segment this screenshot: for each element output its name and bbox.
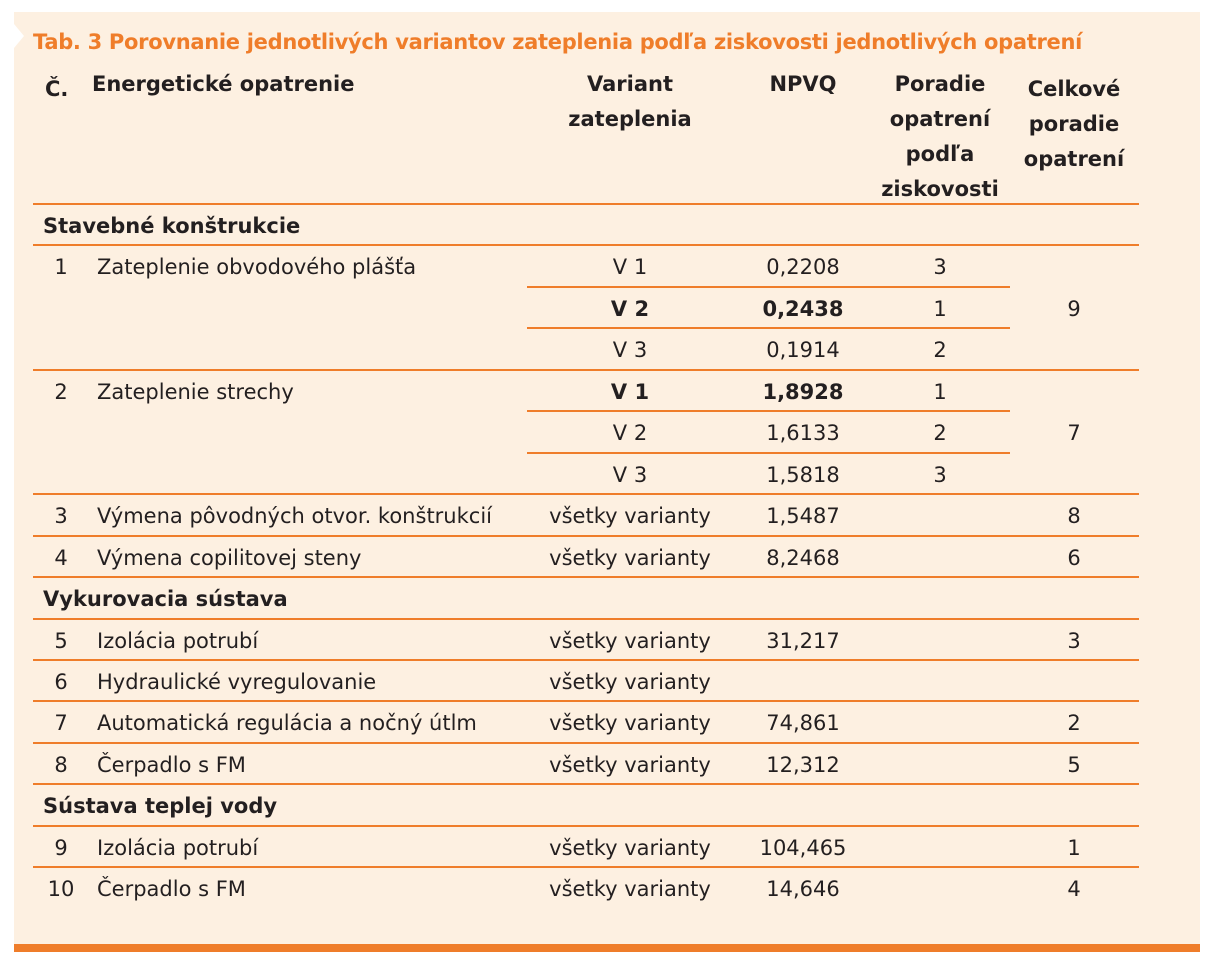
npvq-cell: 14,646 xyxy=(766,877,840,901)
variant-cell: všetky varianty xyxy=(549,836,711,860)
row-number: 1 xyxy=(54,255,68,279)
variant-cell: V 2 xyxy=(610,297,650,321)
row-number: 10 xyxy=(47,877,75,901)
table-row xyxy=(0,413,1211,453)
variant-cell: všetky varianty xyxy=(549,670,711,694)
table-title: Tab. 3 Porovnanie jednotlivých variantov zateplenia podľa ziskovosti jednotlivých opatrení xyxy=(33,30,1083,54)
variant-cell: všetky varianty xyxy=(549,629,711,653)
table-row xyxy=(0,455,1211,495)
header-rank-line: podľa xyxy=(905,142,975,166)
title-notch xyxy=(14,24,24,48)
table-row xyxy=(0,662,1211,702)
table-row xyxy=(0,289,1211,329)
variant-cell: všetky varianty xyxy=(549,546,711,570)
bottom-accent-bar xyxy=(14,944,1200,952)
header-variant xyxy=(540,67,720,137)
measure-name: Výmena pôvodných otvor. konštrukcií xyxy=(97,504,492,528)
npvq-cell: 12,312 xyxy=(766,753,840,777)
variant-cell: všetky varianty xyxy=(549,753,711,777)
overall-rank-cell: 3 xyxy=(1067,629,1081,653)
table-row xyxy=(0,330,1211,370)
measure-name: Zateplenie strechy xyxy=(97,380,294,404)
row-number: 5 xyxy=(54,629,68,653)
header-variant-line: Variant xyxy=(587,72,673,96)
table-row xyxy=(0,621,1211,661)
rank-cell: 3 xyxy=(933,463,947,487)
table-row xyxy=(0,703,1211,743)
overall-rank-cell: 8 xyxy=(1067,504,1081,528)
measure-name: Čerpadlo s FM xyxy=(97,877,246,901)
rank-cell: 1 xyxy=(933,297,947,321)
measure-name: Výmena copilitovej steny xyxy=(97,546,362,570)
table-row xyxy=(0,247,1211,287)
overall-rank-cell: 2 xyxy=(1067,711,1081,735)
header-overall xyxy=(1010,72,1138,177)
table-row xyxy=(0,496,1211,536)
overall-rank-cell: 4 xyxy=(1067,877,1081,901)
header-rank-line: Poradie xyxy=(894,72,986,96)
header-overall-line: poradie xyxy=(1028,112,1120,136)
header-measure: Energetické opatrenie xyxy=(92,72,355,96)
overall-rank-cell: 9 xyxy=(1067,297,1081,321)
npvq-cell: 0,2438 xyxy=(762,297,844,321)
rule xyxy=(33,203,1139,205)
row-number: 3 xyxy=(54,504,68,528)
npvq-cell: 1,5818 xyxy=(766,463,840,487)
overall-rank-cell: 7 xyxy=(1067,421,1081,445)
header-npvq: NPVQ xyxy=(769,72,837,96)
header-variant-line: zateplenia xyxy=(568,107,692,131)
variant-cell: V 3 xyxy=(612,463,648,487)
variant-cell: V 1 xyxy=(610,380,650,404)
row-number: 4 xyxy=(54,546,68,570)
header-overall-line: Celkové xyxy=(1027,77,1121,101)
rank-cell: 2 xyxy=(933,421,947,445)
section-title: Sústava teplej vody xyxy=(43,794,278,818)
npvq-cell: 1,5487 xyxy=(766,504,840,528)
measure-name: Izolácia potrubí xyxy=(97,629,259,653)
variant-cell: všetky varianty xyxy=(549,877,711,901)
table-row xyxy=(0,869,1211,909)
rank-cell: 3 xyxy=(933,255,947,279)
measure-name: Čerpadlo s FM xyxy=(97,753,246,777)
variant-cell: všetky varianty xyxy=(549,711,711,735)
table-row xyxy=(0,828,1211,868)
npvq-cell: 31,217 xyxy=(766,629,840,653)
header-rank-line: opatrení xyxy=(889,107,991,131)
measure-name: Automatická regulácia a nočný útlm xyxy=(97,711,477,735)
header-num: Č. xyxy=(45,77,69,101)
npvq-cell: 0,2208 xyxy=(766,255,840,279)
variant-cell: všetky varianty xyxy=(549,504,711,528)
row-number: 6 xyxy=(54,670,68,694)
npvq-cell: 74,861 xyxy=(766,711,840,735)
row-number: 2 xyxy=(54,380,68,404)
rank-cell: 1 xyxy=(933,380,947,404)
table-row xyxy=(0,372,1211,412)
measure-name: Izolácia potrubí xyxy=(97,836,259,860)
header-rank xyxy=(870,67,1010,207)
npvq-cell: 0,1914 xyxy=(766,338,840,362)
npvq-cell: 8,2468 xyxy=(766,546,840,570)
variant-cell: V 3 xyxy=(612,338,648,362)
table-row xyxy=(0,538,1211,578)
overall-rank-cell: 1 xyxy=(1067,836,1081,860)
table-row xyxy=(0,745,1211,785)
row-number: 7 xyxy=(54,711,68,735)
row-number: 8 xyxy=(54,753,68,777)
section-title: Vykurovacia sústava xyxy=(43,587,288,611)
rank-cell: 2 xyxy=(933,338,947,362)
variant-cell: V 2 xyxy=(612,421,648,445)
npvq-cell: 1,8928 xyxy=(762,380,844,404)
measure-name: Hydraulické vyregulovanie xyxy=(97,670,377,694)
header-rank-line: ziskovosti xyxy=(881,177,999,201)
header-overall-line: opatrení xyxy=(1023,147,1125,171)
npvq-cell: 1,6133 xyxy=(766,421,840,445)
overall-rank-cell: 5 xyxy=(1067,753,1081,777)
measure-name: Zateplenie obvodového plášťa xyxy=(97,255,417,279)
variant-cell: V 1 xyxy=(612,255,648,279)
overall-rank-cell: 6 xyxy=(1067,546,1081,570)
row-number: 9 xyxy=(54,836,68,860)
npvq-cell: 104,465 xyxy=(759,836,847,860)
section-title: Stavebné konštrukcie xyxy=(43,214,301,238)
